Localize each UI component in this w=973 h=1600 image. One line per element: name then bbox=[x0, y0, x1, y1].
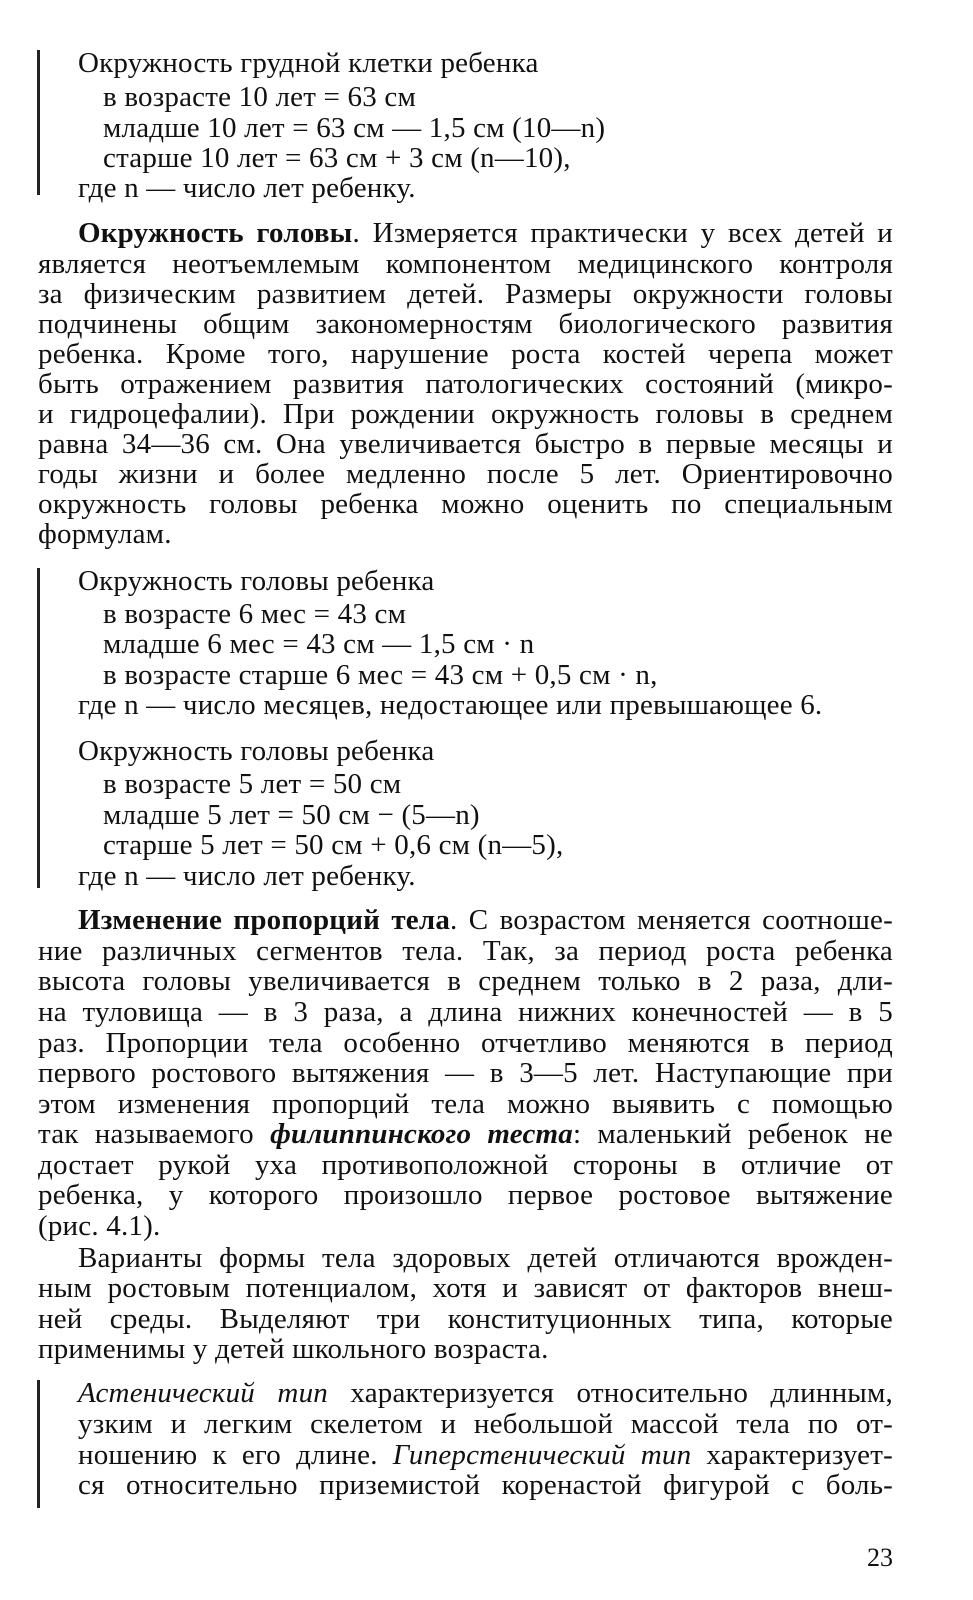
paragraph-line: годы жизни и более медленно после 5 лет. Ориентировочно bbox=[38, 458, 893, 490]
types-line: ся относительно приземистой коренастой фигурой с боль- bbox=[78, 1469, 893, 1501]
paragraph-line: Варианты формы тела здоровых детей отличаются врожден- bbox=[78, 1242, 893, 1274]
types-line: узким и легким скелетом и небольшой массой тела по от- bbox=[78, 1408, 893, 1440]
page-number: 23 bbox=[867, 1543, 893, 1572]
paragraph-line: достает рукой уха противоположной стороны в отличие от bbox=[38, 1149, 893, 1181]
paragraph-line: применимы у детей школьного возраста. bbox=[38, 1333, 549, 1365]
paragraph-line: первого ростового вытяжения — в 3—5 лет. Наступающие при bbox=[38, 1057, 893, 1089]
section-heading-head: Окружность головы bbox=[78, 217, 353, 249]
paragraph-line: ребенка. Кроме того, нарушение роста костей черепа может bbox=[38, 338, 893, 370]
head-formula-line: старше 5 лет = 50 см + 0,6 см (n—5), bbox=[103, 829, 564, 861]
term-asthenic: Астенический тип bbox=[78, 1377, 328, 1409]
head-formula-line: младше 6 мес = 43 см — 1,5 см · n bbox=[103, 628, 535, 660]
head-formula-note: где n — число лет ребенку. bbox=[78, 860, 416, 892]
chest-formula-title: Окружность грудной клетки ребенка bbox=[78, 47, 539, 79]
head-formula-note: где n — число месяцев, недостающее или превышающее 6. bbox=[78, 689, 823, 721]
paragraph-line: так называемого филиппинского теста: маленький ребенок не bbox=[38, 1118, 893, 1150]
chest-formula-line: младше 10 лет = 63 см — 1,5 см (10—n) bbox=[103, 112, 606, 144]
types-line: Астенический тип характеризуется относительно длинным, bbox=[78, 1377, 893, 1409]
paragraph-line: является неотъемлемым компонентом медицинского контроля bbox=[38, 248, 893, 280]
head-formula-line: в возрасте старше 6 мес = 43 см + 0,5 см · n, bbox=[103, 659, 658, 691]
paragraph-line: высота головы увеличивается в среднем только в 2 раза, дли- bbox=[38, 965, 893, 997]
chest-formula-line: старше 10 лет = 63 см + 3 см (n—10), bbox=[103, 142, 571, 174]
head-formula-line: младше 5 лет = 50 см − (5—n) bbox=[103, 799, 480, 831]
chest-formula-line: в возрасте 10 лет = 63 см bbox=[103, 81, 417, 113]
paragraph-line: быть отражением развития патологических состояний (микро- bbox=[38, 368, 893, 400]
paragraph-line: на туловища — в 3 раза, а длина нижних конечностей — в 5 bbox=[38, 996, 893, 1028]
paragraph-line: Окружность головы. Измеряется практически у всех детей и bbox=[78, 217, 893, 249]
paragraph-line: за физическим развитием детей. Размеры окружности головы bbox=[38, 278, 893, 310]
formula-bar-chest bbox=[37, 50, 40, 195]
head-formula-title: Окружность головы ребенка bbox=[78, 735, 435, 767]
paragraph-line: ребенка, у которого произошло первое ростовое вытяжение bbox=[38, 1179, 893, 1211]
paragraph-line: и гидроцефалии). При рождении окружность головы в среднем bbox=[38, 398, 893, 430]
section-heading-proportions: Изменение пропорций тела bbox=[78, 904, 451, 936]
paragraph-line: ней среды. Выделяют три конституционных типа, которые bbox=[38, 1303, 893, 1335]
types-line: ношению к его длине. Гиперстенический тип характеризует- bbox=[78, 1439, 893, 1471]
paragraph-line: подчинены общим закономерностям биологического развития bbox=[38, 308, 893, 340]
paragraph-line: окружность головы ребенка можно оценить по специальным bbox=[38, 488, 893, 520]
head-formula-line: в возрасте 6 мес = 43 см bbox=[103, 598, 407, 630]
formula-bar-types bbox=[37, 1380, 40, 1508]
term-hypersthenic: Гиперстенический тип bbox=[392, 1439, 692, 1471]
paragraph-line: Изменение пропорций тела. С возрастом меняется соотноше- bbox=[78, 904, 893, 936]
paragraph-line: ние различных сегментов тела. Так, за период роста ребенка bbox=[38, 935, 893, 967]
head-formula-title: Окружность головы ребенка bbox=[78, 565, 435, 597]
formula-bar-head bbox=[37, 568, 40, 888]
chest-formula-note: где n — число лет ребенку. bbox=[78, 172, 416, 204]
paragraph-line: формулам. bbox=[38, 518, 172, 550]
head-formula-line: в возрасте 5 лет = 50 см bbox=[103, 768, 402, 800]
paragraph-line: (рис. 4.1). bbox=[38, 1210, 161, 1242]
paragraph-line: раз. Пропорции тела особенно отчетливо меняются в период bbox=[38, 1027, 893, 1059]
term-philippine-test: филиппинского теста bbox=[270, 1118, 573, 1150]
paragraph-line: этом изменения пропорций тела можно выявить с помощью bbox=[38, 1088, 893, 1120]
paragraph-line: ным ростовым потенциалом, хотя и зависят от факторов внеш- bbox=[38, 1272, 893, 1304]
paragraph-line: равна 34—36 см. Она увеличивается быстро в первые месяцы и bbox=[38, 428, 893, 460]
